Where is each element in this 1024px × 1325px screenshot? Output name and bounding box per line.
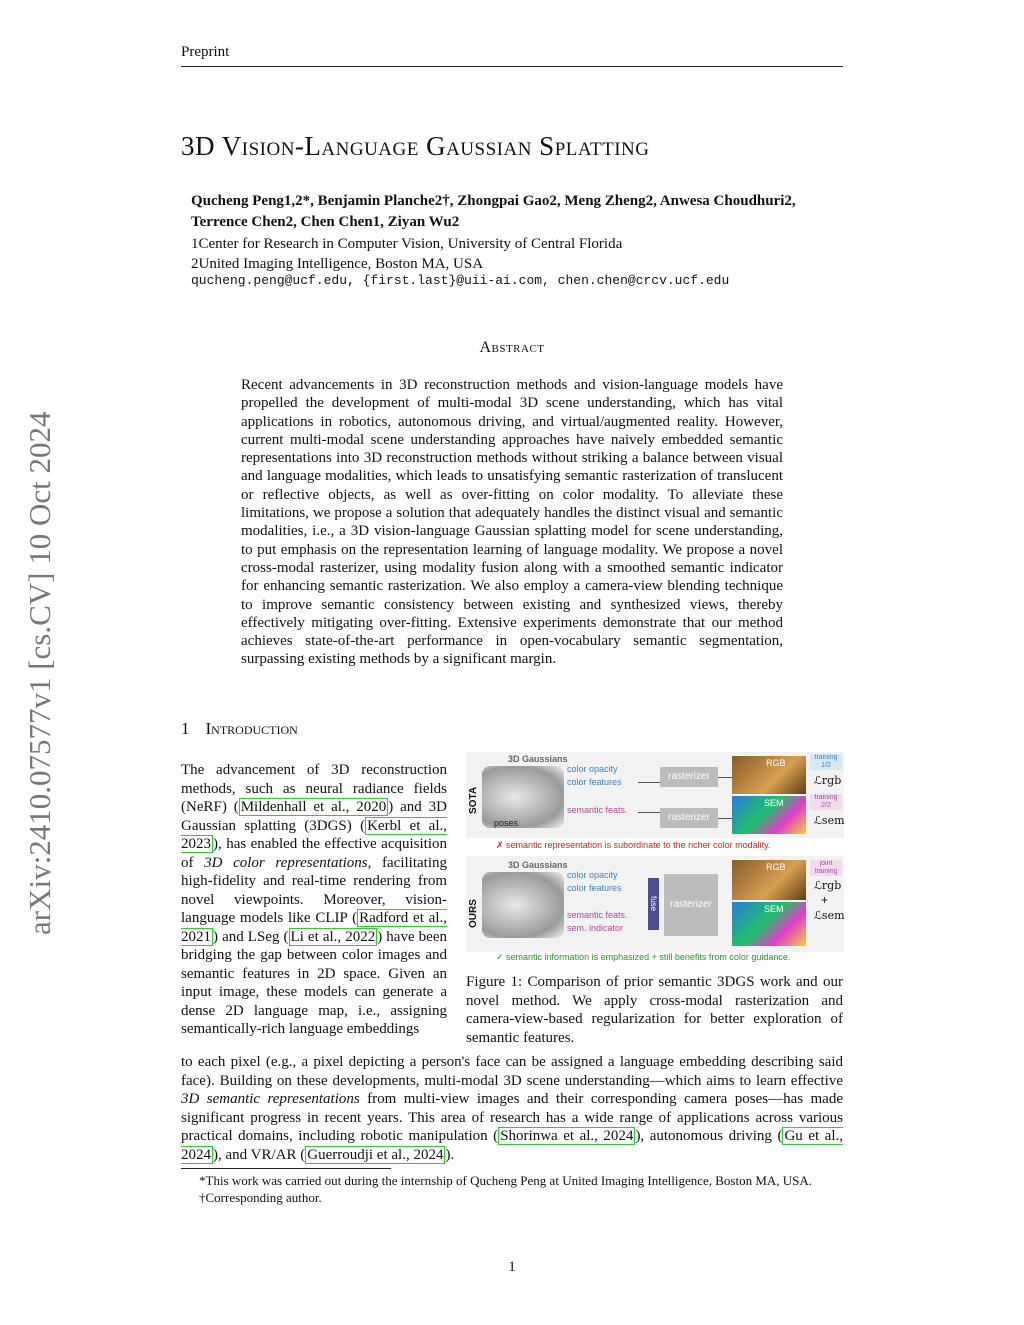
intro-text: to each pixel (e.g., a pixel depicting a person's face can be assigned a language embedding describing said face). Building on these developments, multi-modal 3D scene understanding—which aims to learn effective xyxy=(181,1054,843,1089)
sota-training-2: training 2/2 xyxy=(810,794,842,810)
intro-text: ) and 3D Gaussian splatting (3DGS) ( xyxy=(181,799,447,834)
sota-gaussians-label: 3D Gaussians xyxy=(508,754,568,764)
intro-text: ) have been bridging the gap between color images and semantic features in 2D space. Given an input image, these models can generate a dense 2D language map, i.e., assigning semantically-rich language embeddings xyxy=(181,928,448,1037)
citation-link[interactable]: Li et al., 2022 xyxy=(290,928,376,945)
affiliation-2: 2United Imaging Intelligence, Boston MA, USA xyxy=(191,256,484,272)
citation-link[interactable]: Gu et al., 2024 xyxy=(181,1128,844,1163)
sota-loss-sem: ℒsem xyxy=(814,814,845,827)
figure-caption: Figure 1: Comparison of prior semantic 3DGS work and our novel method. We apply cross-modal rasterization and camera-view-based regularization for better exploration of semantic features. xyxy=(466,974,843,1046)
intro-text: ), autonomous driving ( xyxy=(635,1128,783,1144)
ours-semantic-feats: semantic feats. xyxy=(567,910,628,920)
intro-text: ) and LSeg ( xyxy=(213,928,289,945)
affiliations xyxy=(191,234,622,274)
sota-label: SOTA xyxy=(468,786,479,814)
abstract-text: Recent advancements in 3D reconstruction methods and vision-language models have propelled the development of multi-modal 3D scene understanding, which has vital applications in robotics, autonomous driving, and virtual/augmented reality. However, current multi-modal scene understanding approaches have naively embedded semantic representations into 3D reconstruction methods without striking a balance between visual and language modalities, which leads to unsatisfying semantic rasterization of translucent or reflective objects, as well as over-fitting on color modality. To alleviate these limitations, we propose a solution that adequately handles the distinct visual and semantic modalities, i.e., a 3D vision-language Gaussian splatting model for scene understanding, to put emphasis on the representation learning of language modality. We propose a novel cross-modal rasterizer, using modality fusion along with a smoothed semantic indicator for enhancing semantic rasterization. We also employ a camera-view blending technique to improve semantic consistency between existing and synthesized views, thereby effectively mitigating over-fitting. Extensive experiments demonstrate that our method achieves state-of-the-art performance in open-vocabulary semantic segmentation, surpassing existing methods by a significant margin. xyxy=(241,377,783,668)
section-title: Introduction xyxy=(205,719,298,738)
ours-rasterizer: rasterizer xyxy=(664,874,718,936)
ours-gaussians-label: 3D Gaussians xyxy=(508,860,568,870)
intro-text: ), and VR/AR ( xyxy=(213,1146,306,1163)
intro-emphasis: 3D color representations xyxy=(204,854,368,871)
sota-arrow-out-rgb xyxy=(718,777,732,778)
intro-paragraph-column xyxy=(181,761,447,1039)
figure-1 xyxy=(466,752,844,964)
intro-text: from multi-view images and their corresponding camera poses—has made significant progress in recent years. This area of research has a wide range of applications across various practical domains, including robotic manipulation ( xyxy=(181,1091,843,1144)
citation-link[interactable]: Kerbl et al., 2023 xyxy=(181,817,447,852)
section-number: 1 xyxy=(181,719,190,738)
ours-plus: + xyxy=(821,893,829,907)
intro-text: , facilitating high-fidelity and real-time rendering from novel viewpoints. Moreover, vision-language models like CLIP ( xyxy=(181,854,447,926)
sota-poses-label: poses xyxy=(494,818,519,828)
arxiv-stamp[interactable]: arXiv:2410.07577v1 [cs.CV] 10 Oct 2024 xyxy=(22,411,57,935)
footnote-1: *This work was carried out during the internship of Qucheng Peng at United Imaging Intelligence, Boston MA, USA. xyxy=(199,1173,813,1188)
citation-link[interactable]: Guerroudji et al., 2024 xyxy=(307,1146,444,1163)
ours-note: ✓ semantic information is emphasized + still benefits from color guidance. xyxy=(496,952,791,962)
sota-color-opacity: color opacity xyxy=(567,764,618,774)
paper-title: 3D Vision-Language Gaussian Splatting xyxy=(181,131,650,161)
citation-link[interactable]: Shorinwa et al., 2024 xyxy=(500,1128,634,1144)
sota-semantic-feats: semantic feats. xyxy=(567,805,628,815)
ours-joint-training: joint training xyxy=(810,860,842,876)
sota-rgb-label: RGB xyxy=(766,758,786,768)
intro-text: ). xyxy=(445,1146,455,1163)
ours-gaussians-image xyxy=(482,872,564,938)
citation-link[interactable]: Radford et al., 2021 xyxy=(181,910,447,945)
intro-text: ), has enabled the effective acquisition of xyxy=(181,836,447,871)
author-list xyxy=(191,191,841,233)
ours-color-opacity: color opacity xyxy=(567,870,618,880)
ours-sem-label: SEM xyxy=(764,904,784,914)
affiliation-1: 1Center for Research in Computer Vision, University of Central Florida xyxy=(191,236,623,252)
ours-color-features: color features xyxy=(567,883,622,893)
author-emails[interactable]: qucheng.peng@ucf.edu, {first.last}@uii-ai.com, chen.chen@crcv.ucf.edu xyxy=(191,273,730,288)
intro-emphasis: 3D semantic representations xyxy=(181,1091,360,1107)
sota-sem-label: SEM xyxy=(764,798,784,808)
footnote-2: †Corresponding author. xyxy=(199,1190,322,1205)
sota-training-1: training 1/2 xyxy=(810,754,842,770)
ours-label: OURS xyxy=(468,899,479,928)
sota-note: ✗ semantic representation is subordinate to the richer color modality. xyxy=(496,840,771,850)
author-line-1: Qucheng Peng1,2*, Benjamin Planche2†, Zhongpai Gao2, Meng Zheng2, Anwesa Choudhuri2, xyxy=(191,193,796,209)
header-rule xyxy=(181,66,843,67)
ours-rgb-label: RGB xyxy=(766,862,786,872)
ours-loss-rgb: ℒrgb xyxy=(814,879,842,892)
ours-fuse-block: fuse xyxy=(648,878,659,930)
intro-text: The advancement of 3D reconstruction methods, such as neural radiance fields (NeRF) ( xyxy=(181,762,447,815)
sota-rasterizer-sem: rasterizer xyxy=(660,808,718,828)
section-heading xyxy=(181,719,298,739)
page-number: 1 xyxy=(508,1259,516,1275)
citation-link[interactable]: Mildenhall et al., 2020 xyxy=(240,799,387,815)
sota-rasterizer-rgb: rasterizer xyxy=(660,767,718,787)
sota-arrow-rgb xyxy=(638,782,660,783)
ours-loss-sem: ℒsem xyxy=(814,909,845,922)
sota-color-features: color features xyxy=(567,777,622,787)
sota-loss-rgb: ℒrgb xyxy=(814,774,842,787)
intro-paragraph-full xyxy=(181,1053,843,1164)
footnotes xyxy=(181,1172,843,1206)
author-line-2: Terrence Chen2, Chen Chen1, Ziyan Wu2 xyxy=(191,214,460,230)
ours-sem-indicator: sem. indicator xyxy=(567,923,624,933)
sota-arrow-out-sem xyxy=(718,818,732,819)
sota-arrow-sem xyxy=(638,812,660,813)
abstract-heading: Abstract xyxy=(479,339,545,356)
running-header: Preprint xyxy=(181,44,230,60)
footnote-rule xyxy=(181,1168,391,1169)
